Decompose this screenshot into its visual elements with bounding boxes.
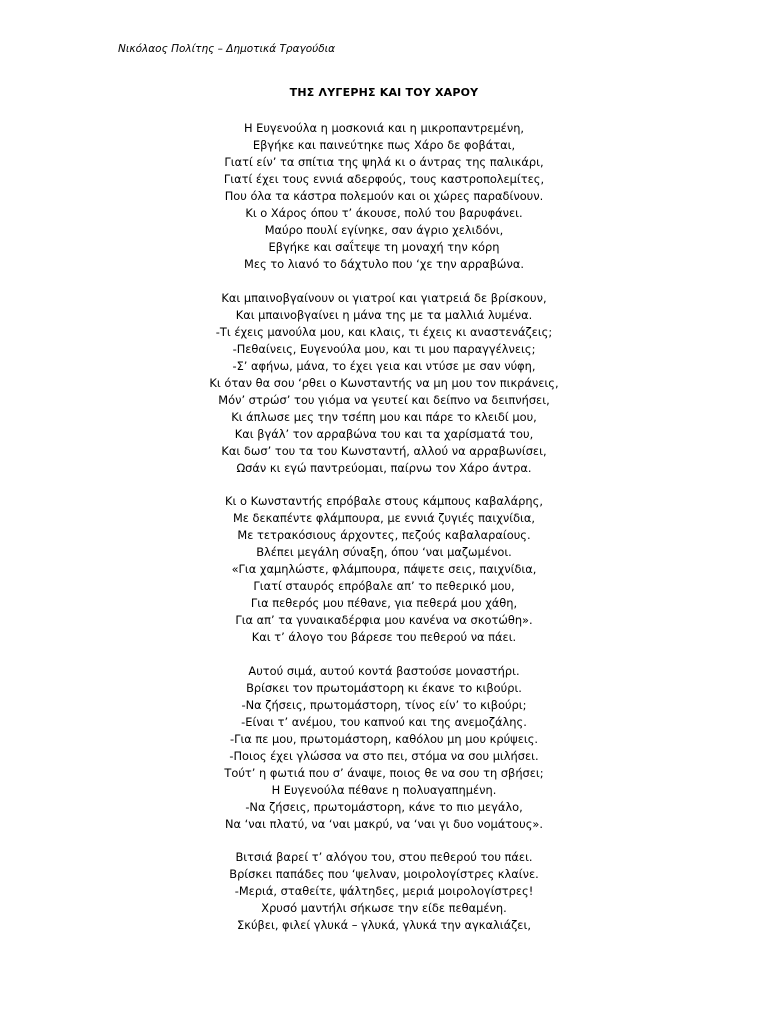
poem-line: Μαύρο πουλί εγίνηκε, σαν άγριο χελιδόνι, xyxy=(264,223,504,237)
poem-line: Γιατί έχει τους εννιά αδερφούς, τους καστροπολεμίτες, xyxy=(223,172,545,186)
poem-line: Η Ευγενούλα πέθανε η πολυαγαπημένη. xyxy=(271,782,497,797)
poem-line: -Σ’ αφήνω, μάνα, το έχει γεια και ντύσε με σαν νύφη, xyxy=(232,358,536,373)
poem-line: -Τι έχεις μανούλα μου, και κλαις, τι έχεις κι αναστενάζεις; xyxy=(215,324,553,339)
poem-line: Κι ο Χάρος όπου τ’ άκουσε, πολύ του βαρυφάνει. xyxy=(245,206,523,220)
poem-line: Μες το λιανό το δάχτυλο που ‘χε την αρραβώνα. xyxy=(244,257,524,271)
stanza xyxy=(0,290,768,477)
poem-line: Κι όταν θα σου ‘ρθει ο Κωνσταντής να μη μου τον πικράνεις, xyxy=(209,375,559,390)
poem-line: -Πεθαίνεις, Ευγενούλα μου, και τι μου παραγγέλνεις; xyxy=(232,341,536,356)
poem-line: Και μπαινοβγαίνουν οι γιατροί και γιατρειά δε βρίσκουν, xyxy=(221,290,547,305)
poem-line: Εβγήκε και παινεύτηκε πως Χάρο δε φοβάται, xyxy=(252,138,516,152)
poem-line: Και τ’ άλογο του βάρεσε του πεθερού να πάει. xyxy=(251,630,517,644)
stanza xyxy=(0,849,768,934)
poem-line: Γιατί είν’ τα σπίτια της ψηλά κι ο άντρας της παλικάρι, xyxy=(224,155,544,169)
poem-line: -Για πε μου, πρωτομάστορη, καθόλου μη μου κρύψεις. xyxy=(229,731,539,746)
running-header: Νικόλαος Πολίτης – Δημοτικά Τραγούδια xyxy=(118,43,336,55)
poem-line: Να ‘ναι πλατύ, να ‘ναι μακρύ, να ‘ναι γι δυο νομάτους». xyxy=(224,816,543,831)
poem-line: Γιατί σταυρός επρόβαλε απ’ το πεθερικό μου, xyxy=(253,579,515,593)
poem-line: Βρίσκει τον πρωτομάστορη κι έκανε το κιβούρι. xyxy=(246,680,522,695)
poem-line: -Είναι τ’ ανέμου, του καπνού και της ανεμοζάλης. xyxy=(241,714,527,729)
stanza xyxy=(0,663,768,833)
poem-title: ΤΗΣ ΛΥΓΕΡΗΣ ΚΑΙ ΤΟΥ ΧΑΡΟΥ xyxy=(289,86,479,99)
poem-line: Τούτ’ η φωτιά που σ’ άναψε, ποιος θε να σου τη σβήσει; xyxy=(224,765,544,780)
poem-line: Με δεκαπέντε φλάμπουρα, με εννιά ζυγιές παιχνίδια, xyxy=(232,511,536,525)
poem-line: -Ποιος έχει γλώσσα να στο πει, στόμα να σου μιλήσει. xyxy=(229,748,539,763)
poem-line: Βρίσκει παπάδες που ‘ψελναν, μοιρολογίστρες κλαίνε. xyxy=(229,867,539,881)
poem-line: -Να ζήσεις, πρωτομάστορη, κάνε το πιο μεγάλο, xyxy=(245,799,523,814)
poem-line: Και μπαινοβγαίνει η μάνα της με τα μαλλιά λυμένα. xyxy=(235,307,533,322)
poem-line: Μόν’ στρώσ’ του γιόμα να γευτεί και δείπνο να δειπνήσει, xyxy=(218,392,550,407)
poem-line: Ωσάν κι εγώ παντρεύομαι, παίρνω τον Χάρο άντρα. xyxy=(236,460,532,475)
poem-line: -Μεριά, σταθείτε, ψάλτηδες, μεριά μοιρολογίστρες! xyxy=(234,884,534,898)
poem-line: Για απ’ τα γυναικαδέρφια μου κανένα να σκοτώθη». xyxy=(235,613,533,627)
poem-line: Σκύβει, φιλεί γλυκά – γλυκά, γλυκά την αγκαλιάζει, xyxy=(237,918,531,932)
poem-line: «Για χαμηλώστε, φλάμπουρα, πάψετε σεις, παιχνίδια, xyxy=(231,562,537,576)
poem-line: Χρυσό μαντήλι σήκωσε την είδε πεθαμένη. xyxy=(261,901,507,915)
poem-line: Και δωσ’ του τα του Κωνσταντή, αλλού να αρραβωνίσει, xyxy=(221,443,547,458)
poem-line: Βιτσιά βαρεί τ’ αλόγου του, στου πεθερού του πάει. xyxy=(235,850,533,864)
poem-line: Και βγάλ’ τον αρραβώνα του και τα χαρίσματά του, xyxy=(234,426,534,441)
stanza xyxy=(0,120,768,273)
poem-line: Εβγήκε και σαΐτεψε τη μοναχή την κόρη xyxy=(268,240,500,254)
poem-line: Κι ο Κωνσταντής επρόβαλε στους κάμπους καβαλάρης, xyxy=(225,494,543,508)
poem-line: Που όλα τα κάστρα πολεμούν και οι χώρες παραδίνουν. xyxy=(224,189,544,203)
poem-line: -Να ζήσεις, πρωτομάστορη, τίνος είν’ το κιβούρι; xyxy=(241,697,527,712)
poem-line: Η Ευγενούλα η μοσκονιά και η μικροπαντρεμένη, xyxy=(243,121,525,135)
poem-line: Για πεθερός μου πέθανε, για πεθερά μου χάθη, xyxy=(250,596,518,610)
poem-body xyxy=(0,120,768,951)
poem-line: Αυτού σιμά, αυτού κοντά βαστούσε μοναστήρι. xyxy=(248,663,520,678)
poem-line: Βλέπει μεγάλη σύναξη, όπου ‘ναι μαζωμένοι. xyxy=(256,545,512,559)
poem-line: Με τετρακόσιους άρχοντες, πεζούς καβαλαραίους. xyxy=(237,528,531,542)
stanza xyxy=(0,493,768,646)
poem-line: Κι άπλωσε μες την τσέπη μου και πάρε το κλειδί μου, xyxy=(231,409,537,424)
